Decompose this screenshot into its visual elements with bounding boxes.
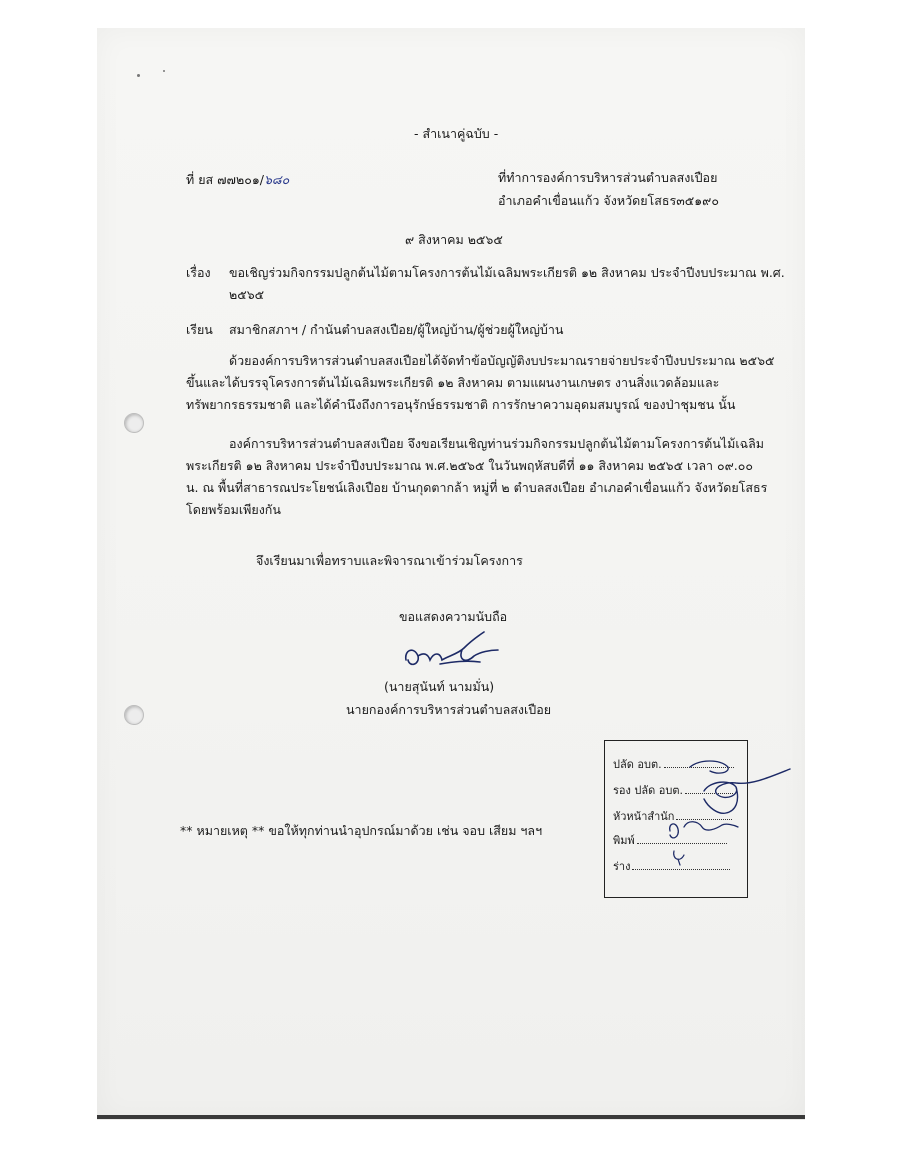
- body-p2-line: โดยพร้อมเพียงกัน: [186, 502, 281, 517]
- body-paragraph-2: [186, 433, 767, 521]
- sender-address-line1: ที่ทำการองค์การบริหารส่วนตำบลสงเปือย: [498, 170, 718, 185]
- reference-prefix: ๗๗๒๐๑/: [217, 172, 264, 187]
- handwritten-reference: ๖๘๐: [263, 172, 290, 187]
- body-paragraph-1: [186, 350, 775, 416]
- routing-row: ปลัด อบต.: [613, 755, 734, 773]
- routing-row: พิมพ์: [613, 831, 727, 849]
- initials-signatures: [640, 755, 800, 875]
- paper-speck: [163, 70, 165, 72]
- subject-line1: ขอเชิญร่วมกิจกรรมปลูกต้นไม้ตามโครงการต้นไม้เฉลิมพระเกียรติ ๑๒ สิงหาคม ประจำปีงบประมาณ พ.ศ.: [229, 265, 785, 280]
- document-page: [97, 28, 805, 1120]
- routing-row: ร่าง: [613, 857, 730, 875]
- reference-label: ที่ ยส: [186, 172, 214, 187]
- body-p1-line: ทรัพยากรธรรมชาติ และได้คำนึงถึงการอนุรักษ์ธรรมชาติ การรักษาความอุดมสมบูรณ์ ของป่าชุมชน นั้น: [186, 397, 736, 412]
- reference-number: [186, 172, 289, 188]
- signer-position: นายกองค์การบริหารส่วนตำบลสงเปือย: [346, 702, 552, 717]
- copy-mark: - สำเนาคู่ฉบับ -: [414, 126, 499, 141]
- punch-hole-bottom: [124, 705, 144, 725]
- punch-hole-top: [124, 413, 144, 433]
- recipient-label: เรียน: [186, 322, 213, 337]
- body-p1-line: ด้วยองค์การบริหารส่วนตำบลสงเปือยได้จัดทำข้อบัญญัติงบประมาณรายจ่ายประจำปีงบประมาณ ๒๕๖๕: [229, 353, 775, 368]
- body-p1-line: ขึ้นและได้บรรจุโครงการต้นไม้เฉลิมพระเกียรติ ๑๒ สิงหาคม ตามแผนงานเกษตร งานสิ่งแวดล้อมและ: [186, 375, 720, 390]
- recipient-text: สมาชิกสภาฯ / กำนันตำบลสงเปือย/ผู้ใหญ่บ้าน/ผู้ช่วยผู้ใหญ่บ้าน: [229, 322, 564, 337]
- routing-row: รอง ปลัด อบต.: [613, 781, 733, 799]
- signer-name: (นายสุนันท์ นามมั่น): [384, 679, 495, 694]
- body-p2-line: องค์การบริหารส่วนตำบลสงเปือย จึงขอเรียนเชิญท่านร่วมกิจกรรมปลูกต้นไม้ตามโครงการต้นไม้เฉลิม: [229, 436, 765, 451]
- letter-date: ๙ สิงหาคม ๒๕๖๕: [405, 232, 503, 247]
- sender-address-line2: อำเภอคำเขื่อนแก้ว จังหวัดยโสธร๓๕๑๙๐: [498, 193, 719, 208]
- subject-label: เรื่อง: [186, 265, 211, 280]
- body-p2-line: พระเกียรติ ๑๒ สิงหาคม ประจำปีงบประมาณ พ.ศ.๒๕๖๕ ในวันพฤหัสบดีที่ ๑๑ สิงหาคม ๒๕๖๕ เวลา ๐๙.๐๐: [186, 458, 754, 473]
- page-bottom-edge: [97, 1115, 805, 1119]
- body-p2-line: น. ณ พื้นที่สาธารณประโยชน์เลิงเปือย บ้านกุดตากล้า หมู่ที่ ๒ ตำบลสงเปือย อำเภอคำเขื่อนแก้ว จังหวัดยโสธร: [186, 480, 768, 495]
- paper-speck: [137, 74, 140, 77]
- director-signature: [400, 630, 500, 680]
- note-text: ** หมายเหตุ ** ขอให้ทุกท่านนำอุปกรณ์มาด้วย เช่น จอบ เสียม ฯลฯ: [180, 823, 543, 838]
- subject-line2: ๒๕๖๕: [229, 287, 265, 302]
- regards-text: ขอแสดงความนับถือ: [399, 609, 508, 624]
- closing-line: จึงเรียนมาเพื่อทราบและพิจารณาเข้าร่วมโครงการ: [256, 553, 523, 568]
- routing-row: หัวหน้าสำนัก: [613, 807, 732, 825]
